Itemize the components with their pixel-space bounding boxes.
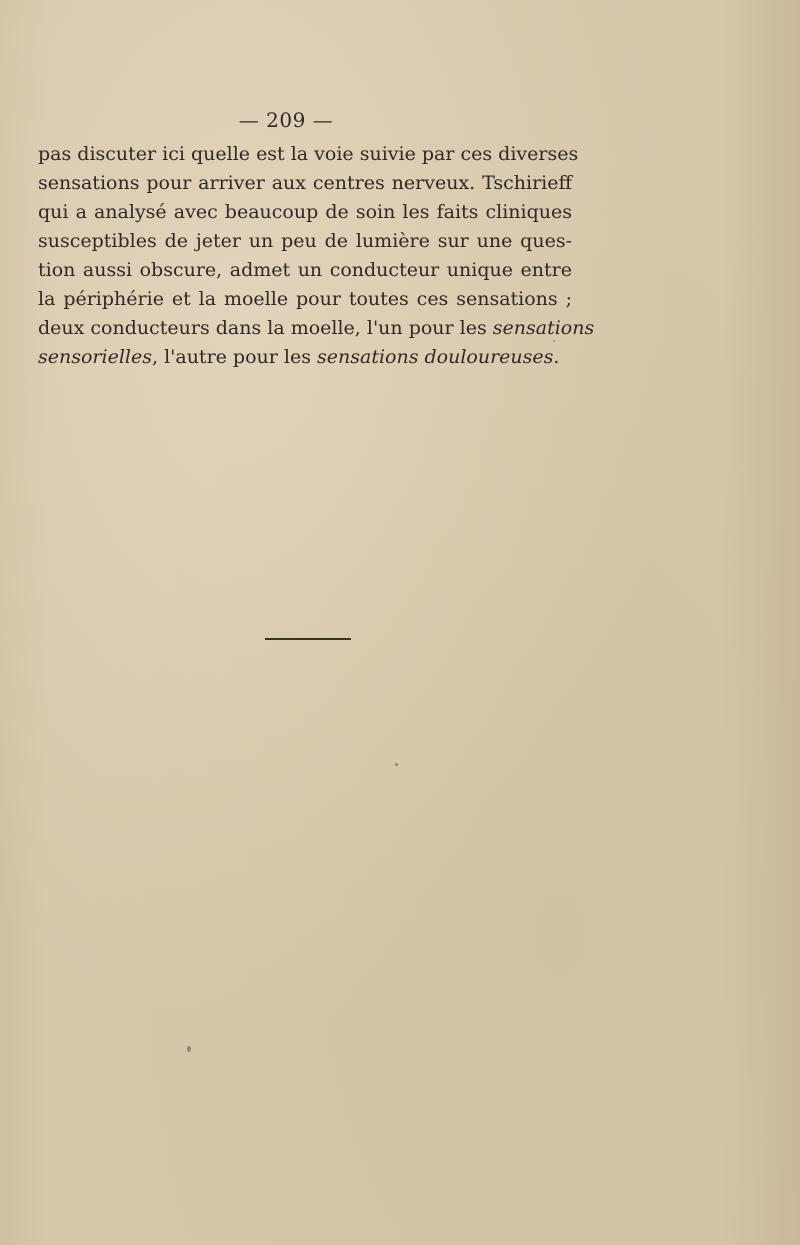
italic-sensations: sensations xyxy=(492,317,595,339)
text-line-4: susceptibles de jeter un peu de lumière sur une ques- xyxy=(38,230,572,252)
page-number: — 209 — xyxy=(238,108,334,132)
text-line-8-end: . xyxy=(553,346,560,368)
text-line-8 xyxy=(38,343,572,372)
italic-sensorielles: sensorielles xyxy=(38,346,152,368)
text-line-3: qui a analysé avec beaucoup de soin les faits cliniques xyxy=(38,201,572,223)
text-line-1: pas discuter ici quelle est la voie suivie par ces diverses xyxy=(38,143,579,165)
paper-speck xyxy=(395,763,398,766)
text-line-6: la périphérie et la moelle pour toutes ces sensations ; xyxy=(38,288,572,310)
paper-speck xyxy=(187,1046,191,1052)
text-line-7 xyxy=(38,314,595,343)
text-line-7-main: deux conducteurs dans la moelle, l'un pour les xyxy=(38,317,487,339)
text-line-5: tion aussi obscure, admet un conducteur unique entre xyxy=(38,259,572,281)
text-line-8-middle: , l'autre pour les xyxy=(151,346,318,368)
body-text xyxy=(38,140,595,372)
section-divider-rule xyxy=(265,638,351,640)
text-line-2: sensations pour arriver aux centres nerveux. Tschirieff xyxy=(38,172,572,194)
italic-sensations-douloureuses: sensations douloureuses xyxy=(317,346,554,368)
paper-speck xyxy=(553,340,555,342)
